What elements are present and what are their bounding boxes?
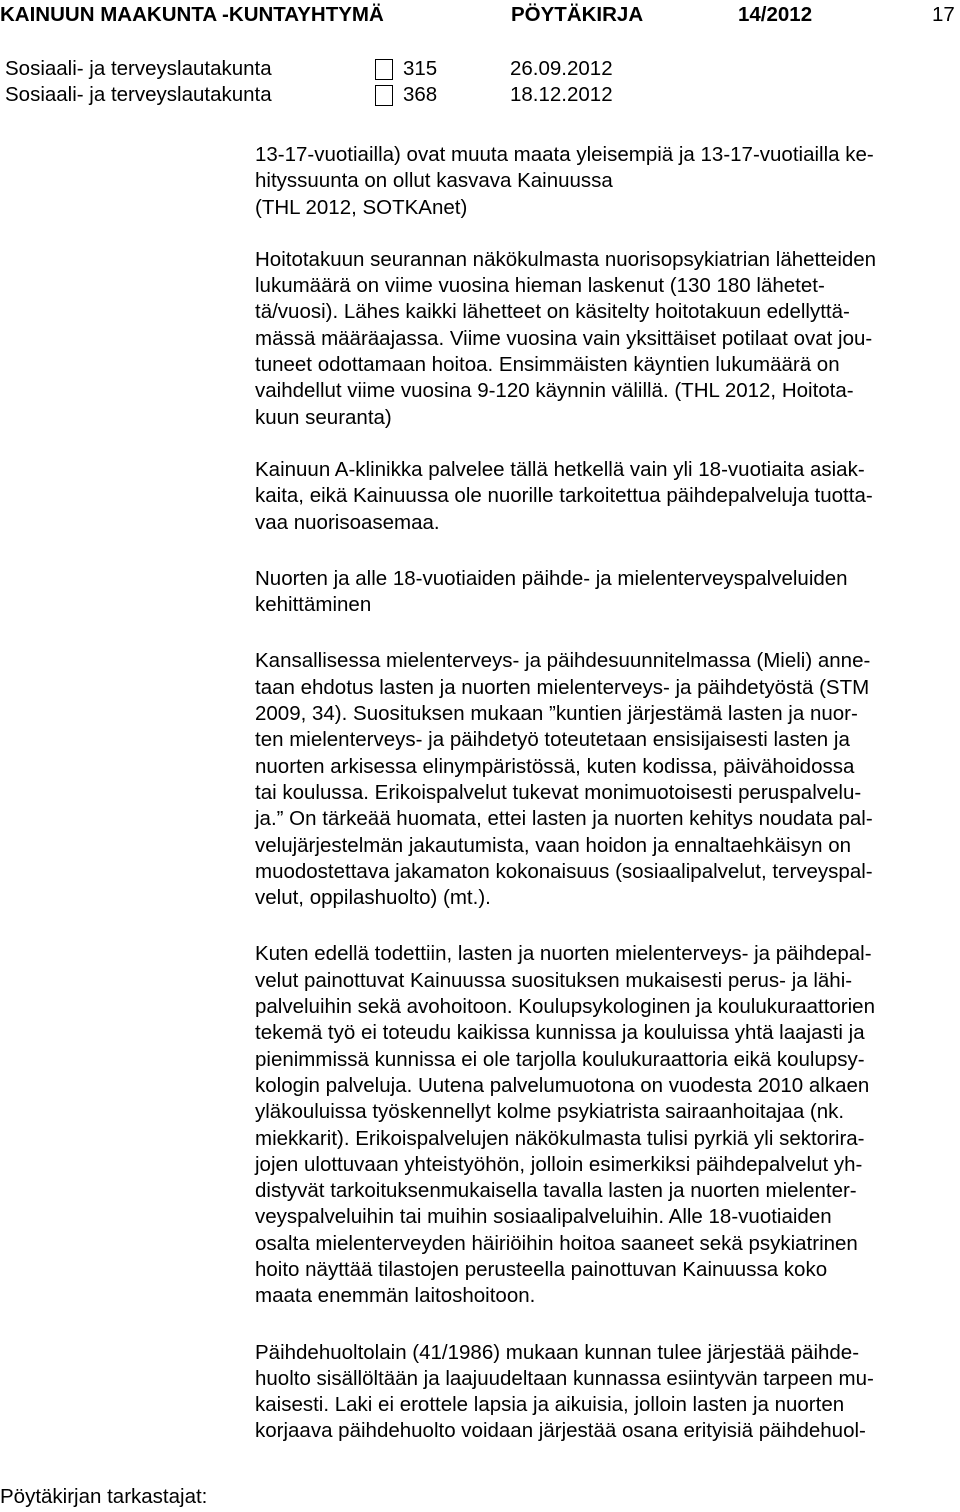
section-date: 18.12.2012 (510, 83, 613, 106)
paragraph (255, 941, 955, 1309)
text-line: kuun seuranta) (255, 405, 392, 429)
section-date: 26.09.2012 (510, 57, 613, 80)
text-line: ten mielenterveys- ja päihdetyö toteutetaan ensisijaisesti lasten ja (255, 728, 850, 752)
text-line: (THL 2012, SOTKAnet) (255, 195, 468, 219)
paragraph (255, 648, 955, 911)
text-line: Kansallisessa mielenterveys- ja päihdesuunnitelmassa (Mieli) anne- (255, 649, 871, 673)
text-line: kaisesti. Laki ei erottele lapsia ja aikuisia, jolloin lasten ja nuorten (255, 1393, 845, 1417)
text-line: pienimmissä kunnissa ei ole tarjolla koulukuraattoria eikä koulupsy- (255, 1047, 865, 1071)
text-line: kehittäminen (255, 593, 372, 617)
text-line: maata enemmän laitoshoitoon. (255, 1284, 536, 1308)
text-line: osalta mielenterveyden häiriöihin hoitoa saaneet sekä psykiatrinen (255, 1231, 858, 1255)
reviewers-label: Pöytäkirjan tarkastajat: (0, 1485, 208, 1508)
text-line: palveluihin sekä avohoitoon. Koulupsykologinen ja koulukuraattorien (255, 995, 875, 1019)
section-row (0, 56, 960, 82)
section-symbol-icon (375, 59, 393, 80)
text-line: tekemä työ ei toteudu kaikissa kunnissa ja kouluissa yhtä laajasti ja (255, 1021, 865, 1045)
text-line: huolto sisällöltään ja laajuudeltaan kunnassa esiintyvän tarpeen mu- (255, 1366, 874, 1390)
text-line: vaa nuorisoasemaa. (255, 510, 440, 534)
section-number: 315 (403, 57, 438, 80)
text-line: Hoitotakuun seurannan näkökulmasta nuorisopsykiatrian lähetteiden (255, 247, 877, 271)
section-body: Sosiaali- ja terveyslautakunta (5, 83, 272, 106)
text-line: lukumäärä on viime vuosina hieman laskenut (130 180 lähetet- (255, 274, 825, 298)
text-line: Kainuun A-klinikka palvelee tällä hetkellä vain yli 18-vuotiaita asiak- (255, 457, 865, 481)
text-line: nuorten arkisessa elinympäristössä, kuten kodissa, päivähoidossa (255, 754, 855, 778)
text-line: korjaava päihdehuolto voidaan järjestää osana erityisiä päihdehuol- (255, 1419, 866, 1443)
page-number: 17 (932, 3, 955, 26)
text-line: tuneet odottamaan hoitoa. Ensimmäisten käyntien lukumäärä on (255, 353, 840, 377)
section-number: 368 (403, 83, 438, 106)
text-line: hityssuunta on ollut kasvava Kainuussa (255, 169, 613, 193)
text-line: Päihdehuoltolain (41/1986) mukaan kunnan tulee järjestää päihde- (255, 1340, 860, 1364)
text-line: tä/vuosi). Lähes kaikki lähetteet on käsitelty hoitotakuun edellyttä- (255, 300, 850, 324)
text-line: veyspalveluihin tai muihin sosiaalipalveluihin. Alle 18-vuotiaiden (255, 1205, 832, 1229)
document-body (255, 142, 955, 1471)
text-line: distyvät tarkoituksenmukaisella tavalla lasten ja nuorten mielenter- (255, 1179, 857, 1203)
text-line: kaita, eikä Kainuussa ole nuorille tarkoitettua päihdepalveluja tuotta- (255, 484, 873, 508)
text-line: ja.” On tärkeää huomata, ettei lasten ja nuorten kehitys noudata pal- (255, 807, 873, 831)
document-type: PÖYTÄKIRJA (511, 3, 644, 26)
text-line: Kuten edellä todettiin, lasten ja nuorten mielenterveys- ja päihdepal- (255, 942, 872, 966)
organization-name: KAINUUN MAAKUNTA -KUNTAYHTYMÄ (0, 3, 384, 26)
text-line: velut painottuvat Kainuussa suosituksen mukaisesti perus- ja lähi- (255, 968, 853, 992)
text-line: muodostettava jakamaton kokonaisuus (sosiaalipalvelut, terveyspal- (255, 859, 873, 883)
paragraph (255, 247, 955, 431)
text-line: 2009, 34). Suosituksen mukaan ”kuntien järjestämä lasten ja nuor- (255, 702, 858, 726)
section-heading (255, 566, 955, 619)
document-header (0, 2, 960, 28)
text-line: velujärjestelmän jakautumista, vaan hoidon ja ennaltaehkäisyn on (255, 833, 852, 857)
text-line: mässä määräajassa. Viime vuosina vain yksittäiset potilaat ovat jou- (255, 326, 873, 350)
section-symbol-icon (375, 85, 393, 106)
paragraph (255, 142, 955, 221)
paragraph (255, 457, 955, 536)
paragraph (255, 1340, 955, 1445)
section-row (0, 82, 960, 108)
text-line: velut, oppilashuolto) (mt.). (255, 886, 491, 910)
text-line: 13-17-vuotiailla) ovat muuta maata yleisempiä ja 13-17-vuotiailla ke- (255, 143, 874, 166)
text-line: taan ehdotus lasten ja nuorten mielenterveys- ja päihdetyöstä (STM (255, 675, 870, 699)
text-line: tai koulussa. Erikoispalvelut tukevat monimuotoisesti peruspalvelu- (255, 780, 862, 804)
text-line: yläkouluissa työskennellyt kolme psykiatrista sairaanhoitajaa (nk. (255, 1100, 845, 1124)
text-line: vaihdellut viime vuosina 9-120 käynnin välillä. (THL 2012, Hoitota- (255, 379, 854, 403)
text-line: Nuorten ja alle 18-vuotiaiden päihde- ja mielenterveyspalveluiden (255, 566, 848, 590)
text-line: kologin palveluja. Uutena palvelumuotona on vuodesta 2010 alkaen (255, 1073, 870, 1097)
text-line: hoito näyttää tilastojen perusteella painottuvan Kainuussa koko (255, 1257, 828, 1281)
section-body: Sosiaali- ja terveyslautakunta (5, 57, 272, 80)
text-line: miekkarit). Erikoispalvelujen näkökulmasta tulisi pyrkiä yli sektorira- (255, 1126, 865, 1150)
text-line: jojen ulottuvaan yhteistyöhön, jolloin esimerkiksi päihdepalvelut yh- (255, 1152, 863, 1176)
document-number: 14/2012 (738, 3, 813, 26)
